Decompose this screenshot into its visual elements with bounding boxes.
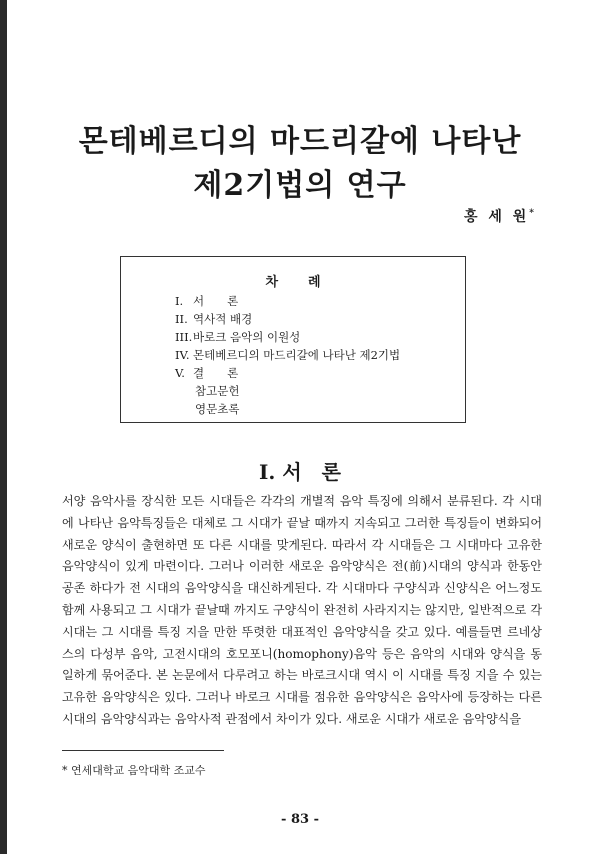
toc-item-label: 영문초록 bbox=[195, 402, 240, 416]
toc-item-number: II. bbox=[175, 312, 188, 326]
toc-item-number: I. bbox=[175, 294, 184, 308]
toc-item bbox=[175, 365, 238, 381]
author-footnote-mark: * bbox=[529, 208, 534, 219]
toc-item-label: 바로크 음악의 이원성 bbox=[193, 330, 301, 344]
toc-item bbox=[195, 383, 239, 399]
toc-item-label: 결 론 bbox=[193, 366, 239, 380]
toc-item-label: 참고문헌 bbox=[195, 384, 240, 398]
toc-item-label: 서 론 bbox=[193, 294, 239, 308]
toc-item bbox=[175, 311, 252, 327]
toc-item bbox=[175, 347, 400, 363]
table-of-contents bbox=[120, 256, 466, 423]
author-name bbox=[464, 206, 534, 226]
toc-item-number: IV. bbox=[175, 348, 190, 362]
section-body-text: 서양 음악사를 장식한 모든 시대들은 각각의 개별적 음악 특징에 의해서 분류된다. 각 시대에 나타난 음악특징들은 대체로 그 시대가 끝날 때까지 지속되고 그러한 특징들이 변화되어 새로운 양식이 출현하면 또 다른 시대를 맞게된다. 따라서 각 시대들은 그 시대마다 고유한 음악양식이 있게 마련이다. 그러나 이러한 새로운 음악양식은 전(前)시대의 양식과 한동안 공존 하다가 전 시대의 음악양식을 대신하게된다. 각 시대마다 구양식과 신양식은 어느정도 함께 사용되고 그 시대가 끝날때 까지도 구양식이 완전히 사라지지는 않지만, 일반적으로 각 시대는 그 시대를 특징 지을 만한 뚜렷한 대표적인 음악양식을 갖고 있다. 예를들면 르네상스의 다성부 음악, 고전시대의 호모포니(homophony)음악 등은 음악의 시대와 양식을 동일하게 묶어준다. 본 논문에서 다루려고 하는 바로크시대 역시 이 시대를 특징 지을 수 있는 고유한 음악양식은 있다. 그러나 바로크 시대를 점유한 음악양식은 음악사에 등장하는 다른 시대의 음악양식과는 음악사적 관점에서 차이가 있다. 새로운 시대가 새로운 음악양식을 bbox=[62, 494, 542, 726]
toc-item-number: V. bbox=[175, 366, 185, 380]
footnote: * 연세대학교 음악대학 조교수 bbox=[62, 764, 206, 777]
paper-title-line1: 몬테베르디의 마드리갈에 나타난 bbox=[78, 124, 522, 159]
toc-heading: 차례 bbox=[265, 275, 351, 290]
toc-item-number: III. bbox=[175, 330, 193, 344]
toc-item bbox=[195, 401, 239, 417]
paper-title-line2: 제2기법의 연구 bbox=[193, 168, 407, 203]
footnote-divider bbox=[62, 750, 224, 751]
toc-item bbox=[175, 329, 300, 345]
page-number: - 83 - bbox=[281, 812, 319, 827]
section-title: I. 서 론 bbox=[259, 460, 341, 484]
toc-item-label: 역사적 배경 bbox=[193, 312, 253, 326]
toc-item bbox=[175, 293, 238, 309]
author-text: 홍 세 원 bbox=[463, 209, 530, 225]
toc-item-label: 몬테베르디의 마드리갈에 나타난 제2기법 bbox=[193, 348, 401, 362]
